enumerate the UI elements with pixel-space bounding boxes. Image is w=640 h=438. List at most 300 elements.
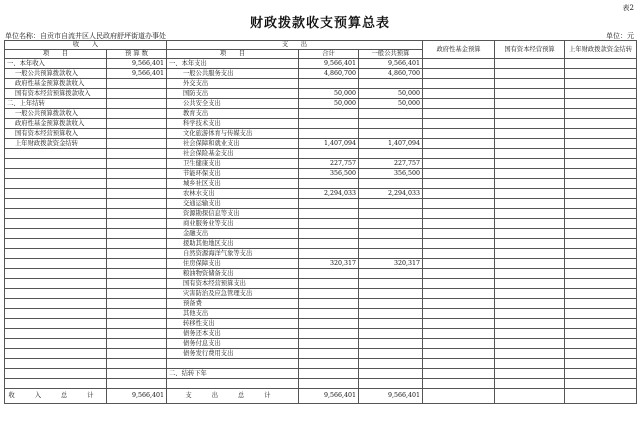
income-amount-cell	[107, 279, 167, 289]
table-row	[5, 259, 637, 269]
table-row	[5, 269, 637, 279]
expense-item-cell: 商业服务业等支出	[167, 219, 299, 229]
income-item-cell	[5, 169, 107, 179]
income-total-label: 收 入 总 计	[5, 389, 107, 404]
table-row	[5, 319, 637, 329]
state-capital-cell	[495, 169, 565, 179]
income-amount-cell	[107, 369, 167, 379]
expense-group-header: 支 出	[167, 41, 423, 50]
table-row	[5, 299, 637, 309]
expense-total-cell: 9,566,401	[299, 59, 359, 69]
expense-total-cell	[299, 329, 359, 339]
expense-item-cell: 住房保障支出	[167, 259, 299, 269]
carryover-funds-cell	[565, 279, 637, 289]
expense-total-cell: 4,860,700	[299, 69, 359, 79]
expense-item-cell: 资源勘探信息等支出	[167, 209, 299, 219]
carryover-funds-cell	[565, 109, 637, 119]
income-item-cell	[5, 239, 107, 249]
income-item-cell	[5, 249, 107, 259]
general-budget-cell: 4,860,700	[359, 69, 423, 79]
gov-fund-cell	[423, 149, 495, 159]
gov-fund-cell	[423, 99, 495, 109]
expense-item-cell: 公共安全支出	[167, 99, 299, 109]
table-row	[5, 209, 637, 219]
general-budget-cell	[359, 369, 423, 379]
state-capital-cell	[495, 69, 565, 79]
page-title: 财政拨款收支预算总表	[249, 16, 390, 31]
expense-item-cell: 粮油物资储备支出	[167, 269, 299, 279]
gov-fund-cell	[423, 259, 495, 269]
carryover-funds-cell	[565, 169, 637, 179]
general-budget-cell	[359, 219, 423, 229]
general-budget-cell	[359, 239, 423, 249]
expense-item-cell: 转移性支出	[167, 319, 299, 329]
table-row	[5, 339, 637, 349]
income-item-cell	[5, 189, 107, 199]
income-item-cell	[5, 309, 107, 319]
state-capital-cell	[495, 379, 565, 389]
state-capital-cell	[495, 119, 565, 129]
state-capital-cell	[495, 299, 565, 309]
expense-total-cell: 50,000	[299, 99, 359, 109]
carryover-funds-cell	[565, 189, 637, 199]
general-budget-cell	[359, 329, 423, 339]
expense-total-cell: 2,294,033	[299, 189, 359, 199]
gov-fund-cell	[423, 229, 495, 239]
income-amount-cell	[107, 219, 167, 229]
carryover-funds-cell	[565, 379, 637, 389]
table-row	[5, 129, 637, 139]
table-row	[5, 169, 637, 179]
gov-fund-total	[423, 389, 495, 404]
income-amount-cell	[107, 109, 167, 119]
total-header: 合计	[299, 50, 359, 59]
expense-total-cell	[299, 309, 359, 319]
gov-fund-cell	[423, 179, 495, 189]
income-item-cell: 政府性基金预算拨款收入	[5, 79, 107, 89]
gov-fund-cell	[423, 379, 495, 389]
expense-total-cell: 1,407,094	[299, 139, 359, 149]
general-budget-cell: 50,000	[359, 89, 423, 99]
currency-unit-label: 单位：元	[606, 32, 634, 40]
income-amount-cell	[107, 99, 167, 109]
income-amount-cell	[107, 159, 167, 169]
income-item-cell	[5, 289, 107, 299]
income-total-amount: 9,566,401	[107, 389, 167, 404]
header-row-group	[5, 41, 637, 50]
expense-total-cell	[299, 269, 359, 279]
table-row	[5, 59, 637, 69]
state-capital-cell	[495, 129, 565, 139]
income-amount-cell	[107, 209, 167, 219]
expense-item-cell: 债务付息支出	[167, 339, 299, 349]
state-capital-cell	[495, 219, 565, 229]
income-group-header: 收 入	[5, 41, 167, 50]
expense-general-total: 9,566,401	[359, 389, 423, 404]
general-budget-cell	[359, 129, 423, 139]
carryover-funds-cell	[565, 149, 637, 159]
income-amount-cell	[107, 359, 167, 369]
income-amount-cell	[107, 229, 167, 239]
carryover-funds-cell	[565, 89, 637, 99]
income-item-cell	[5, 269, 107, 279]
income-item-cell	[5, 209, 107, 219]
gov-fund-cell	[423, 299, 495, 309]
income-item-cell	[5, 279, 107, 289]
carryover-funds-cell	[565, 369, 637, 379]
income-amount-cell	[107, 339, 167, 349]
income-amount-cell	[107, 129, 167, 139]
carryover-funds-cell	[565, 289, 637, 299]
carryover-funds-cell	[565, 159, 637, 169]
state-capital-cell	[495, 149, 565, 159]
gov-fund-cell	[423, 239, 495, 249]
income-item-cell	[5, 159, 107, 169]
gov-fund-cell	[423, 109, 495, 119]
income-item-cell	[5, 299, 107, 309]
table-row	[5, 289, 637, 299]
state-capital-cell	[495, 139, 565, 149]
expense-total-cell	[299, 109, 359, 119]
income-item-cell: 二、上年结转	[5, 99, 107, 109]
carryover-funds-cell	[565, 69, 637, 79]
expense-total-cell	[299, 339, 359, 349]
general-budget-cell	[359, 109, 423, 119]
gov-fund-cell	[423, 79, 495, 89]
income-item-header: 项 目	[5, 50, 107, 59]
general-budget-cell	[359, 209, 423, 219]
gov-fund-cell	[423, 69, 495, 79]
state-capital-cell	[495, 369, 565, 379]
table-row	[5, 159, 637, 169]
income-amount-cell	[107, 299, 167, 309]
expense-item-header: 项 目	[167, 50, 299, 59]
table-row	[5, 379, 637, 389]
table-row	[5, 79, 637, 89]
table-row	[5, 279, 637, 289]
income-amount-cell	[107, 119, 167, 129]
table-row	[5, 89, 637, 99]
carryover-funds-cell	[565, 309, 637, 319]
gov-fund-cell	[423, 89, 495, 99]
gov-fund-cell	[423, 359, 495, 369]
table-row	[5, 229, 637, 239]
expense-item-cell	[167, 379, 299, 389]
expense-total-cell	[299, 379, 359, 389]
table-row	[5, 99, 637, 109]
state-capital-cell	[495, 259, 565, 269]
carryover-funds-cell	[565, 199, 637, 209]
general-budget-cell	[359, 119, 423, 129]
general-budget-cell	[359, 149, 423, 159]
income-item-cell	[5, 179, 107, 189]
state-capital-cell	[495, 109, 565, 119]
unit-name-label: 单位名称：自贡市自流井区人民政府舒坪街道办事处	[5, 32, 166, 40]
income-item-cell	[5, 259, 107, 269]
general-budget-cell: 227,757	[359, 159, 423, 169]
table-row	[5, 349, 637, 359]
state-capital-cell	[495, 279, 565, 289]
income-item-cell	[5, 359, 107, 369]
state-capital-cell	[495, 349, 565, 359]
income-item-cell: 上年财政拨款资金结转	[5, 139, 107, 149]
gov-fund-header: 政府性基金预算	[423, 41, 495, 59]
carryover-funds-cell	[565, 139, 637, 149]
carryover-funds-header: 上年财政拨款资金结转	[565, 41, 637, 59]
expense-item-cell: 一、本年支出	[167, 59, 299, 69]
income-item-cell	[5, 339, 107, 349]
carryover-funds-cell	[565, 209, 637, 219]
income-amount-cell	[107, 199, 167, 209]
general-budget-cell	[359, 379, 423, 389]
gov-fund-cell	[423, 139, 495, 149]
gov-fund-cell	[423, 219, 495, 229]
expense-total-cell	[299, 129, 359, 139]
income-item-cell	[5, 199, 107, 209]
general-budget-cell	[359, 179, 423, 189]
income-item-cell: 政府性基金预算拨款收入	[5, 119, 107, 129]
expense-item-cell: 自然资源海洋气象等支出	[167, 249, 299, 259]
expense-total-cell	[299, 299, 359, 309]
income-amount-cell	[107, 239, 167, 249]
expense-total-cell	[299, 249, 359, 259]
income-item-cell	[5, 349, 107, 359]
general-budget-cell: 320,317	[359, 259, 423, 269]
income-item-cell: 国有资本经营预算拨款收入	[5, 89, 107, 99]
gov-fund-cell	[423, 269, 495, 279]
expense-total-cell	[299, 149, 359, 159]
state-capital-cell	[495, 289, 565, 299]
carryover-funds-cell	[565, 79, 637, 89]
expense-item-cell: 国有资本经营预算支出	[167, 279, 299, 289]
table-row	[5, 369, 637, 379]
general-budget-cell: 1,407,094	[359, 139, 423, 149]
table-row	[5, 189, 637, 199]
carryover-funds-cell	[565, 229, 637, 239]
income-item-cell: 一般公共预算拨款收入	[5, 109, 107, 119]
gov-fund-cell	[423, 59, 495, 69]
table-row	[5, 149, 637, 159]
general-budget-cell: 9,566,401	[359, 59, 423, 69]
carryover-funds-cell	[565, 259, 637, 269]
general-budget-cell	[359, 279, 423, 289]
income-item-cell	[5, 329, 107, 339]
state-capital-total	[495, 389, 565, 404]
expense-total-cell	[299, 319, 359, 329]
expense-total-cell	[299, 219, 359, 229]
expense-total-label: 支 出 总 计	[167, 389, 299, 404]
state-capital-cell	[495, 209, 565, 219]
state-capital-cell	[495, 249, 565, 259]
table-row	[5, 199, 637, 209]
totals-row	[5, 389, 637, 404]
income-amount-cell	[107, 139, 167, 149]
general-budget-cell	[359, 319, 423, 329]
expense-total-cell	[299, 239, 359, 249]
carryover-funds-cell	[565, 299, 637, 309]
expense-item-cell: 交通运输支出	[167, 199, 299, 209]
state-capital-cell	[495, 189, 565, 199]
state-capital-cell	[495, 179, 565, 189]
expense-total-cell	[299, 179, 359, 189]
general-budget-cell	[359, 339, 423, 349]
general-budget-header: 一般公共预算	[359, 50, 423, 59]
income-amount-cell	[107, 349, 167, 359]
expense-item-cell: 社会保险基金支出	[167, 149, 299, 159]
carryover-funds-cell	[565, 359, 637, 369]
table-row	[5, 179, 637, 189]
expense-total-cell	[299, 349, 359, 359]
state-capital-cell	[495, 79, 565, 89]
income-item-cell	[5, 379, 107, 389]
state-capital-cell	[495, 319, 565, 329]
table-row	[5, 119, 637, 129]
expense-item-cell: 教育支出	[167, 109, 299, 119]
expense-total-cell	[299, 279, 359, 289]
income-amount-cell: 9,566,401	[107, 59, 167, 69]
gov-fund-cell	[423, 169, 495, 179]
general-budget-cell: 50,000	[359, 99, 423, 109]
income-item-cell: 一、本年收入	[5, 59, 107, 69]
expense-item-cell: 国防支出	[167, 89, 299, 99]
state-capital-cell	[495, 239, 565, 249]
income-item-cell: 一般公共预算拨款收入	[5, 69, 107, 79]
general-budget-cell: 2,294,033	[359, 189, 423, 199]
sheet-number: 表2	[622, 4, 634, 12]
income-amount-cell	[107, 169, 167, 179]
budget-summary-table	[4, 40, 637, 404]
income-item-cell	[5, 369, 107, 379]
general-budget-cell	[359, 359, 423, 369]
expense-item-cell: 卫生健康支出	[167, 159, 299, 169]
expense-item-cell: 一般公共服务支出	[167, 69, 299, 79]
carryover-funds-cell	[565, 99, 637, 109]
carryover-funds-cell	[565, 179, 637, 189]
expense-item-cell: 灾害防治及应急管理支出	[167, 289, 299, 299]
gov-fund-cell	[423, 309, 495, 319]
income-amount-cell	[107, 259, 167, 269]
expense-item-cell: 文化旅游体育与传媒支出	[167, 129, 299, 139]
state-capital-cell	[495, 269, 565, 279]
expense-total-cell	[299, 209, 359, 219]
expense-total-cell: 320,317	[299, 259, 359, 269]
carryover-funds-total	[565, 389, 637, 404]
carryover-funds-cell	[565, 119, 637, 129]
table-row	[5, 109, 637, 119]
carryover-funds-cell	[565, 219, 637, 229]
general-budget-cell	[359, 199, 423, 209]
general-budget-cell	[359, 249, 423, 259]
state-capital-cell	[495, 89, 565, 99]
gov-fund-cell	[423, 369, 495, 379]
gov-fund-cell	[423, 159, 495, 169]
general-budget-cell: 356,500	[359, 169, 423, 179]
gov-fund-cell	[423, 339, 495, 349]
gov-fund-cell	[423, 329, 495, 339]
state-capital-cell	[495, 99, 565, 109]
income-item-cell	[5, 229, 107, 239]
gov-fund-cell	[423, 119, 495, 129]
state-capital-cell	[495, 159, 565, 169]
general-budget-cell	[359, 289, 423, 299]
expense-item-cell	[167, 359, 299, 369]
gov-fund-cell	[423, 289, 495, 299]
expense-total-cell: 50,000	[299, 89, 359, 99]
income-amount-cell	[107, 189, 167, 199]
income-amount-cell	[107, 269, 167, 279]
expense-total-cell	[299, 359, 359, 369]
income-amount-cell	[107, 79, 167, 89]
expense-item-cell: 金融支出	[167, 229, 299, 239]
income-amount-cell	[107, 329, 167, 339]
carryover-funds-cell	[565, 59, 637, 69]
state-capital-cell	[495, 199, 565, 209]
income-amount-cell	[107, 89, 167, 99]
gov-fund-cell	[423, 209, 495, 219]
state-capital-header: 国有资本经营预算	[495, 41, 565, 59]
expense-item-cell: 节能环保支出	[167, 169, 299, 179]
gov-fund-cell	[423, 189, 495, 199]
gov-fund-cell	[423, 279, 495, 289]
income-item-cell	[5, 149, 107, 159]
carryover-funds-cell	[565, 239, 637, 249]
gov-fund-cell	[423, 249, 495, 259]
income-amount-cell	[107, 179, 167, 189]
carryover-funds-cell	[565, 339, 637, 349]
carryover-funds-cell	[565, 249, 637, 259]
expense-total-cell	[299, 289, 359, 299]
state-capital-cell	[495, 59, 565, 69]
state-capital-cell	[495, 339, 565, 349]
general-budget-cell	[359, 79, 423, 89]
expense-total-cell: 227,757	[299, 159, 359, 169]
income-amount-cell	[107, 319, 167, 329]
general-budget-cell	[359, 269, 423, 279]
expense-item-cell: 科学技术支出	[167, 119, 299, 129]
income-amount-cell	[107, 249, 167, 259]
general-budget-cell	[359, 349, 423, 359]
gov-fund-cell	[423, 199, 495, 209]
expense-item-cell: 预备费	[167, 299, 299, 309]
expense-item-cell: 城乡社区支出	[167, 179, 299, 189]
expense-total-cell	[299, 229, 359, 239]
carryover-funds-cell	[565, 269, 637, 279]
carryover-funds-cell	[565, 319, 637, 329]
state-capital-cell	[495, 329, 565, 339]
expense-item-cell: 其他支出	[167, 309, 299, 319]
table-row	[5, 139, 637, 149]
expense-total-cell	[299, 119, 359, 129]
table-row	[5, 309, 637, 319]
expense-total-cell	[299, 199, 359, 209]
expense-item-cell: 债务发行费用支出	[167, 349, 299, 359]
state-capital-cell	[495, 309, 565, 319]
income-amount-cell	[107, 149, 167, 159]
carryover-funds-cell	[565, 129, 637, 139]
expense-item-cell: 债务还本支出	[167, 329, 299, 339]
gov-fund-cell	[423, 349, 495, 359]
expense-item-cell: 社会保障和就业支出	[167, 139, 299, 149]
table-row	[5, 249, 637, 259]
table-row	[5, 329, 637, 339]
carryover-funds-cell	[565, 329, 637, 339]
income-amount-cell: 9,566,401	[107, 69, 167, 79]
expense-total-cell: 356,500	[299, 169, 359, 179]
expense-total-cell	[299, 79, 359, 89]
expense-item-cell: 农林水支出	[167, 189, 299, 199]
general-budget-cell	[359, 309, 423, 319]
income-amount-cell	[107, 289, 167, 299]
